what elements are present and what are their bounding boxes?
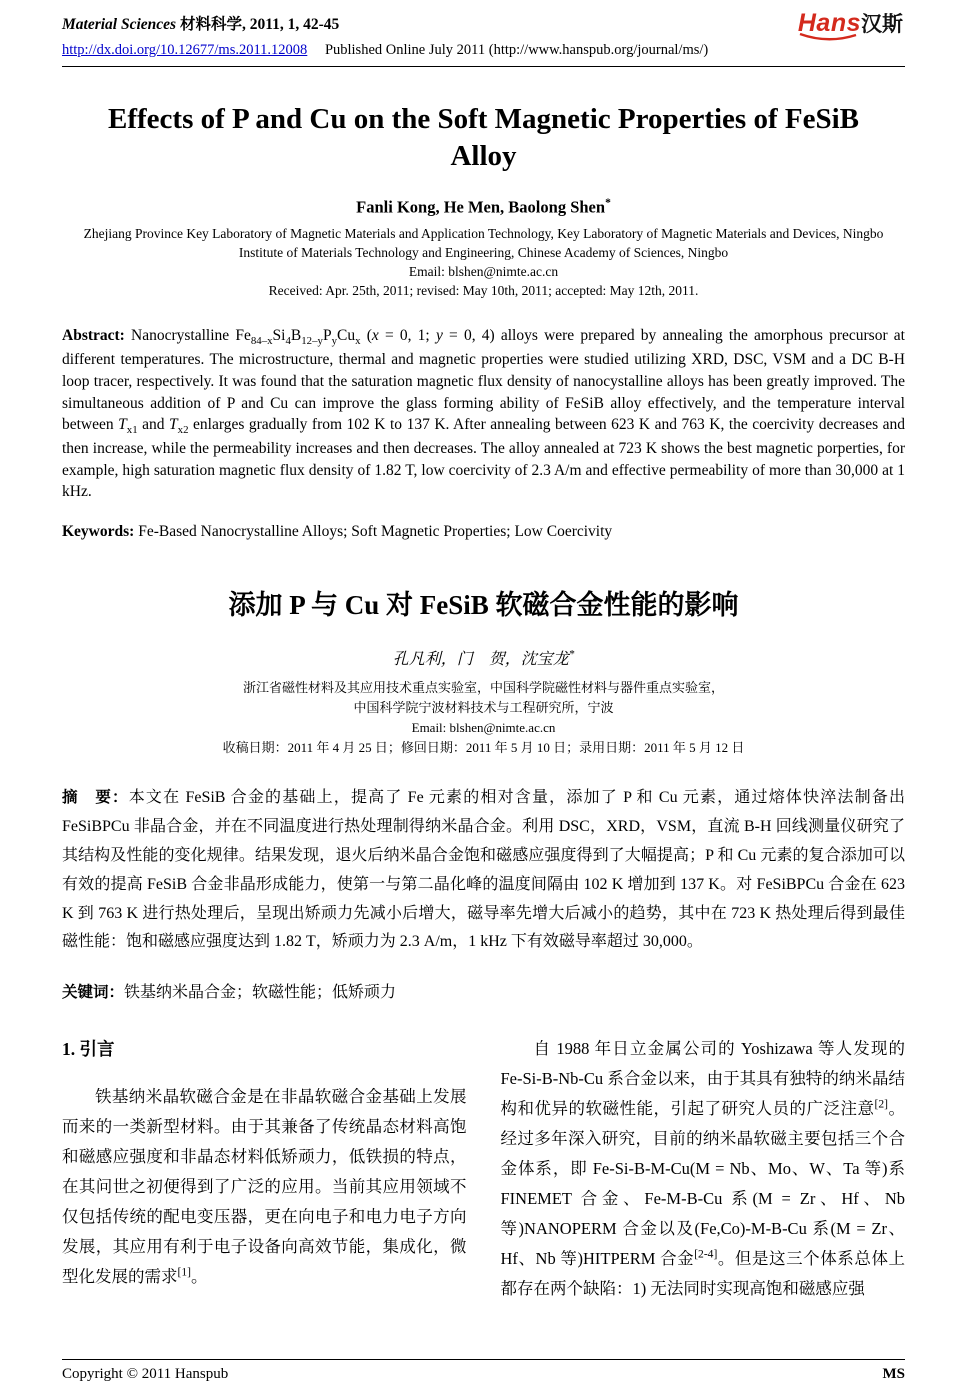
paper-title: Effects of P and Cu on the Soft Magnetic Properties of FeSiB Alloy bbox=[108, 103, 859, 173]
right-column bbox=[501, 1034, 906, 1304]
keywords-line bbox=[62, 523, 905, 541]
doi-link[interactable]: http://dx.doi.org/10.12677/ms.2011.12008 bbox=[62, 42, 308, 58]
keywords-label: Keywords: bbox=[62, 522, 135, 540]
journal-issue-info: 材料科学, 2011, 1, 42-45 bbox=[179, 16, 340, 33]
cn-authors-names: 孔凡利，门 贺，沈宝龙 bbox=[392, 650, 569, 668]
cn-keywords-label: 关键词： bbox=[62, 984, 125, 1002]
cn-corresponding-author-mark: * bbox=[568, 648, 575, 661]
page-footer bbox=[62, 1359, 905, 1383]
received-line: Received: Apr. 25th, 2011; revised: May 10th, 2011; accepted: May 12th, 2011. bbox=[268, 283, 699, 299]
email-line: Email: blshen@nimte.ac.cn bbox=[408, 263, 559, 279]
header-divider bbox=[62, 66, 905, 67]
cn-abstract-text: 本文在 FeSiB 合金的基础上，提高了 Fe 元素的相对含量，添加了 P 和 Cu 元素，通过熔体快淬法制备出 FeSiBPCu 非晶合金，并在不同温度进行热处理制得纳米晶合金。利用 DSC，XRD，VSM，直流 B-H 回线测量仪研究了其结构及性能的变化规律。结果发现，退火后纳米晶合金饱和磁感应强度得到了大幅提高；P 和 Cu 元素的复合添加可以有效的提高 FeSiB 合金非晶形成能力，使第一与第二晶化峰的温度间隔由 102 K 增加到 137 K。对 FeSiBPCu 合金在 623 K 到 763 K 进行热处理后，呈现出矫顽力先减小后增大，磁导率先增大后减小的趋势，其中在 723 K 热处理后得到最佳磁性能：饱和磁感应强度达到 1.82 T，矫顽力为 2.3 A/m，1 kHz 下有效磁导率超过 30,000。 bbox=[62, 789, 905, 951]
cn-dates-line: 收稿日期：2011 年 4 月 25 日；修回日期：2011 年 5 月 10 日；录用日期：2011 年 5 月 12 日 bbox=[222, 740, 745, 756]
left-column bbox=[62, 1034, 467, 1304]
cn-authors-line bbox=[62, 646, 905, 669]
affiliation-block bbox=[62, 225, 905, 302]
authors-names: Fanli Kong, He Men, Baolong Shen bbox=[356, 197, 606, 217]
cn-affiliation-line-1: 浙江省磁性材料及其应用技术重点实验室，中国科学院磁性材料与器件重点实验室， bbox=[242, 679, 724, 695]
cn-keywords-text: 铁基纳米晶合金；软磁性能；低矫顽力 bbox=[124, 984, 397, 1002]
affiliation-text: Zhejiang Province Key Laboratory of Magnetic Materials and Application Technology, Key Laboratory of Magnetic Materials and Devices, Ningbo Institute of Materials Technology and Engineering, Chinese Academy of Sciences, Ningbo bbox=[83, 225, 884, 260]
corresponding-author-mark: * bbox=[605, 197, 611, 210]
cn-email-line: Email: blshen@nimte.ac.cn bbox=[411, 720, 556, 736]
page-header bbox=[62, 8, 905, 67]
cn-abstract-label: 摘 要： bbox=[62, 789, 129, 807]
hans-logo-cn-text: 汉斯 bbox=[861, 13, 903, 36]
journal-code: MS bbox=[882, 1366, 905, 1382]
introduction-columns bbox=[62, 1034, 905, 1304]
copyright-text: Copyright © 2011 Hanspub bbox=[62, 1366, 229, 1382]
hans-publisher-logo bbox=[798, 8, 905, 38]
journal-info bbox=[62, 8, 339, 34]
cn-paper-title: 添加 P 与 Cu 对 FeSiB 软磁合金性能的影响 bbox=[228, 589, 739, 620]
cn-keywords-line bbox=[62, 979, 905, 1002]
cn-affiliation-line-2: 中国科学院宁波材料技术与工程研究所，宁波 bbox=[353, 699, 614, 715]
published-online-text: Published Online July 2011 (http://www.hanspub.org/journal/ms/) bbox=[324, 42, 709, 58]
abstract-label: Abstract: bbox=[62, 327, 125, 345]
intro-paragraph-left: 铁基纳米晶软磁合金是在非晶软磁合金基础上发展而来的一类新型材料。由于其兼备了传统晶态材料高饱和磁感应强度和非晶态材料低矫顽力，低铁损的特点，在其问世之初便得到了广泛的应用。当前其应用领域不仅包括传统的配电变压器，更在向电子和电力电子方向发展，其应用有利于电子设备向高效节能，集成化，微型化发展的需求[1]。 bbox=[62, 1086, 467, 1287]
journal-title: Material Sciences bbox=[62, 16, 177, 33]
abstract-text: Nanocrystalline $Fe_{84-x}Si_4B_{12-y}P_yCu_x$ (x = 0, 1; y = 0, 4) alloys were prepared by annealing the amorphous precursor at different temperatures. The microstructure, thermal and magnetic properties were studied utilizing XRD, DSC, VSM and a DC B-H loop tracer, respectively. It was found that the saturation magnetic flux density of nanocystalline alloys has been greatly improved. The simultaneous addition of P and Cu can improve the glass forming ability of FeSiB alloy effectively, and the temperature interval between $T_{x1}$ and $T_{x2}$ enlarges gradually from 102 K to 137 K. After annealing between 623 K and 763 K, the coercivity decreases and then increase, while the permeability increases and then decreases. The alloy annealed at 723 K shows the best magnetic porperties, for example, high saturation magnetic flux density of 1.82 T, low coercivity of 2.3 A/m and effective permeability of more than 30,000 at 1 kHz. bbox=[62, 327, 906, 501]
authors-line bbox=[62, 197, 905, 218]
publication-info-row bbox=[62, 42, 905, 59]
hans-logo-swoosh-icon bbox=[798, 32, 858, 42]
keywords-text: Fe-Based Nanocrystalline Alloys; Soft Magnetic Properties; Low Coercivity bbox=[138, 522, 613, 540]
cn-affiliation-block bbox=[62, 678, 905, 759]
section-heading-introduction: 1. 引言 bbox=[62, 1039, 115, 1060]
hans-logo-text: Hans bbox=[797, 9, 861, 37]
cn-abstract-paragraph bbox=[62, 784, 905, 957]
intro-paragraph-right: 自 1988 年日立金属公司的 Yoshizawa 等人发现的 Fe-Si-B-Nb-Cu 系合金以来，由于其具有独特的纳米晶结构和优异的软磁性能，引起了研究人员的广泛注意[2]。经过多年深入研究，目前的纳米晶软磁主要包括三个合金体系，即 Fe-Si-B-M-Cu(M = Nb、Mo、W、Ta 等)系 FINEMET 合金、Fe-M-B-Cu 系(M = Zr、Hf、Nb 等)NANOPERM 合金以及(Fe,Co)-M-B-Cu 系(M = Zr、Hf、Nb 等)HITPERM 合金[2-4]。但是这三个体系总体上都存在两个缺陷：1) 无法同时实现高饱和磁感应强 bbox=[500, 1039, 906, 1299]
abstract-paragraph bbox=[62, 325, 905, 503]
